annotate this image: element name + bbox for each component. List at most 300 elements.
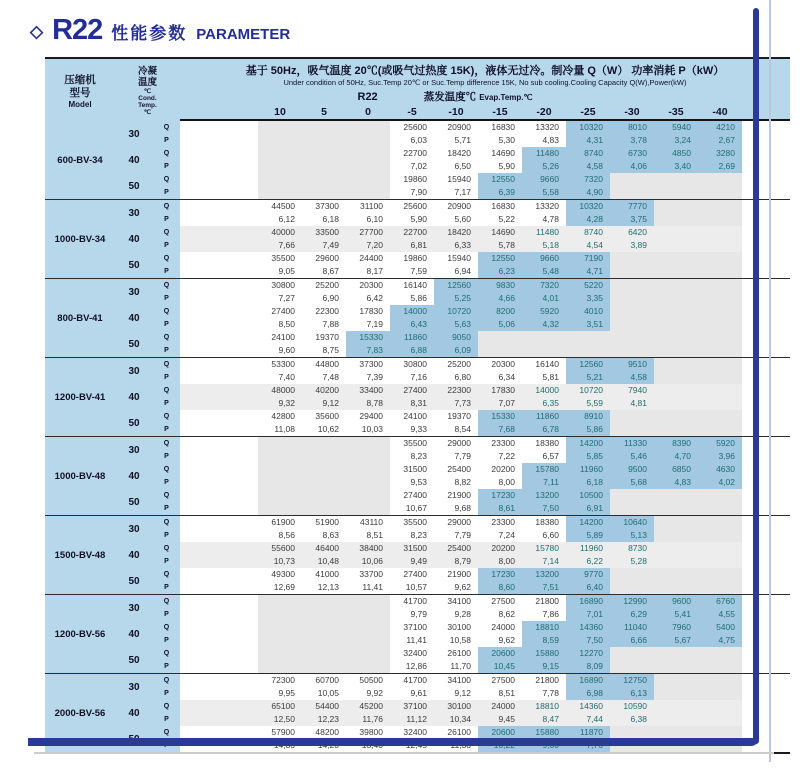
- qp-rows: [153, 674, 790, 700]
- empty-cell: [654, 687, 698, 700]
- evap-temp-tick: -15: [492, 106, 508, 118]
- qp-label: P: [153, 292, 180, 305]
- empty-cell: [346, 186, 390, 199]
- qp-label: Q: [153, 410, 180, 423]
- qp-rows: [153, 305, 790, 331]
- p-value-cell: 7,07: [478, 397, 522, 410]
- p-row: [153, 423, 790, 436]
- row-lead-pad: [180, 595, 258, 608]
- empty-cell: [698, 502, 742, 515]
- model-cell: 1000-BV-48: [45, 437, 115, 515]
- qp-rows: [153, 121, 790, 147]
- p-row: [153, 476, 790, 489]
- empty-cell: [258, 476, 302, 489]
- empty-cell: [654, 292, 698, 305]
- cond-temp-cell: 40: [115, 621, 153, 647]
- evap-temp-tick: -5: [407, 106, 417, 118]
- evap-temp-tick: -25: [580, 106, 596, 118]
- p-row: [153, 713, 790, 726]
- q-value-cell: 11960: [566, 542, 610, 555]
- q-value-cell: 18420: [434, 226, 478, 239]
- empty-cell: [302, 595, 346, 608]
- p-value-cell: 9,95: [278, 688, 295, 698]
- empty-cell: [302, 437, 346, 450]
- q-value-cell: 19860: [403, 253, 427, 263]
- q-value-cell: 54400: [302, 700, 346, 713]
- empty-cell: [654, 279, 698, 292]
- cond-header-line: ℃: [143, 109, 152, 116]
- empty-cell: [698, 384, 742, 397]
- q-value-cell: 13200: [522, 568, 566, 581]
- row-lead-pad: [180, 713, 258, 726]
- empty-cell: [478, 344, 522, 357]
- row-filler: [742, 173, 790, 186]
- p-value-cell: 7,39: [366, 372, 383, 382]
- empty-cell: [654, 384, 698, 397]
- row-filler: [742, 331, 790, 344]
- q-value-cell: 19370: [447, 411, 471, 421]
- empty-cell: [610, 265, 654, 278]
- q-value-cell: 35500: [403, 517, 427, 527]
- p-value-cell: 6,40: [566, 581, 610, 594]
- qp-rows: [153, 463, 790, 489]
- q-value-cell: 29000: [447, 438, 471, 448]
- row-lead-pad: [180, 608, 258, 621]
- q-row: [153, 621, 790, 634]
- empty-cell: [258, 634, 302, 647]
- empty-cell: [610, 581, 654, 594]
- cond-temp-cell: 30: [115, 674, 153, 700]
- p-value-cell: 10,03: [361, 424, 383, 434]
- empty-cell: [258, 647, 302, 660]
- condition-header: [180, 62, 790, 121]
- empty-cell: [302, 147, 346, 160]
- p-value-cell: 5,78: [478, 239, 522, 252]
- p-value-cell: 5,13: [610, 529, 654, 542]
- p-value-cell: 5,28: [610, 555, 654, 568]
- q-value-cell: 38400: [346, 542, 390, 555]
- cond-temp-cell: 40: [115, 384, 153, 410]
- p-value-cell: 4,54: [566, 239, 610, 252]
- q-value-cell: 65100: [258, 700, 302, 713]
- q-value-cell: 9660: [522, 173, 566, 186]
- cond-temp-cell: 30: [115, 516, 153, 542]
- p-value-cell: 9,05: [278, 266, 295, 276]
- p-value-cell: 7,49: [302, 239, 346, 252]
- qp-label: Q: [153, 726, 180, 739]
- row-lead-pad: [180, 397, 258, 410]
- q-value-cell: 14200: [566, 516, 610, 529]
- q-value-cell: 13200: [522, 489, 566, 502]
- p-value-cell: 5,30: [498, 135, 515, 145]
- q-value-cell: 14690: [491, 148, 515, 158]
- cond-temp-pair: [115, 226, 790, 252]
- row-filler: [742, 555, 790, 568]
- q-value-cell: 6420: [610, 226, 654, 239]
- p-value-cell: 4,90: [566, 186, 610, 199]
- row-filler: [742, 252, 790, 265]
- q-row: [153, 331, 790, 344]
- q-value-cell: 15780: [522, 542, 566, 555]
- q-row: [153, 595, 790, 608]
- p-value-cell: 6,10: [366, 214, 383, 224]
- q-value-cell: 20600: [478, 726, 522, 739]
- row-lead-pad: [180, 687, 258, 700]
- q-value-cell: 24100: [271, 332, 295, 342]
- p-value-cell: 4,28: [566, 213, 610, 226]
- q-value-cell: 25600: [403, 201, 427, 211]
- qp-rows: [153, 173, 790, 199]
- cond-temp-cell: 40: [115, 700, 153, 726]
- qp-label: Q: [153, 331, 180, 344]
- cond-temp-pair: [115, 463, 790, 489]
- q-value-cell: 25400: [434, 542, 478, 555]
- empty-cell: [346, 647, 390, 660]
- q-value-cell: 21800: [535, 596, 559, 606]
- qp-label: P: [153, 476, 180, 489]
- p-value-cell: 6,35: [522, 397, 566, 410]
- row-filler: [742, 371, 790, 384]
- model-cell: 600-BV-34: [45, 121, 115, 199]
- q-value-cell: 44800: [315, 359, 339, 369]
- row-filler: [742, 463, 790, 476]
- p-value-cell: 3,75: [610, 213, 654, 226]
- qp-label: Q: [153, 516, 180, 529]
- q-value-cell: 24000: [491, 622, 515, 632]
- p-row: [153, 371, 790, 384]
- p-value-cell: 4,81: [610, 397, 654, 410]
- cond-temp-cell: 40: [115, 542, 153, 568]
- empty-cell: [698, 186, 742, 199]
- p-value-cell: 9,53: [410, 477, 427, 487]
- p-value-cell: 6,88: [390, 344, 434, 357]
- cond-temp-pair: [115, 516, 790, 542]
- q-value-cell: 6730: [610, 147, 654, 160]
- empty-cell: [698, 542, 742, 555]
- model-block: [45, 121, 790, 199]
- qp-label: P: [153, 160, 180, 173]
- p-value-cell: 11,76: [346, 713, 390, 726]
- q-value-cell: 9050: [434, 331, 478, 344]
- row-filler: [742, 160, 790, 173]
- p-value-cell: 4,83: [542, 135, 559, 145]
- empty-cell: [654, 186, 698, 199]
- model-header-cn2: 型号: [69, 86, 91, 99]
- cond-header-line: 温度: [137, 76, 157, 88]
- row-lead-pad: [180, 700, 258, 713]
- pair-rows-group: [115, 595, 790, 673]
- p-value-cell: 6,34: [498, 372, 515, 382]
- p-value-cell: 7,68: [478, 423, 522, 436]
- empty-cell: [698, 239, 742, 252]
- empty-cell: [258, 186, 302, 199]
- qp-rows: [153, 621, 790, 647]
- empty-cell: [654, 502, 698, 515]
- empty-cell: [346, 450, 390, 463]
- q-value-cell: 12560: [434, 279, 478, 292]
- q-value-cell: 20900: [447, 122, 471, 132]
- qp-label: Q: [153, 463, 180, 476]
- cond-header-line: ℃: [143, 88, 152, 95]
- qp-label: P: [153, 186, 180, 199]
- row-lead-pad: [180, 371, 258, 384]
- cond-temp-pair: [115, 410, 790, 436]
- row-filler: [742, 529, 790, 542]
- p-value-cell: 5,90: [498, 161, 515, 171]
- q-value-cell: 51900: [315, 517, 339, 527]
- empty-cell: [302, 173, 346, 186]
- p-value-cell: 7,59: [410, 266, 427, 276]
- empty-cell: [698, 173, 742, 186]
- q-value-cell: 72300: [271, 675, 295, 685]
- empty-cell: [346, 660, 390, 673]
- empty-cell: [654, 568, 698, 581]
- row-lead-pad: [180, 226, 258, 239]
- row-filler: [742, 239, 790, 252]
- model-block: [45, 278, 790, 357]
- qp-label: Q: [153, 542, 180, 555]
- cond-temp-cell: 40: [115, 147, 153, 173]
- p-value-cell: 6,42: [366, 293, 383, 303]
- p-value-cell: 5,71: [454, 135, 471, 145]
- empty-cell: [654, 660, 698, 673]
- q-value-cell: 42800: [271, 411, 295, 421]
- q-value-cell: 4850: [654, 147, 698, 160]
- qp-label: P: [153, 529, 180, 542]
- qp-rows: [153, 147, 790, 173]
- p-value-cell: 8,00: [478, 555, 522, 568]
- evap-temp-tick: -35: [668, 106, 684, 118]
- q-value-cell: 4010: [566, 305, 610, 318]
- p-value-cell: 7,14: [522, 555, 566, 568]
- empty-cell: [698, 318, 742, 331]
- q-row: [153, 384, 790, 397]
- empty-cell: [654, 423, 698, 436]
- p-value-cell: 7,02: [410, 161, 427, 171]
- row-lead-pad: [180, 134, 258, 147]
- p-value-cell: 6,60: [542, 530, 559, 540]
- empty-cell: [258, 621, 302, 634]
- q-value-cell: 16830: [491, 201, 515, 211]
- q-row: [153, 305, 790, 318]
- qp-label: P: [153, 318, 180, 331]
- q-value-cell: 17230: [478, 568, 522, 581]
- row-filler: [742, 423, 790, 436]
- p-value-cell: 8,09: [566, 660, 610, 673]
- q-value-cell: 19370: [315, 332, 339, 342]
- row-lead-pad: [180, 318, 258, 331]
- p-value-cell: 9,62: [454, 582, 471, 592]
- q-value-cell: 7770: [610, 200, 654, 213]
- p-value-cell: 6,94: [454, 266, 471, 276]
- p-value-cell: 8,82: [454, 477, 471, 487]
- p-value-cell: 7,73: [434, 397, 478, 410]
- q-value-cell: 41000: [315, 569, 339, 579]
- row-filler: [742, 226, 790, 239]
- row-lead-pad: [180, 239, 258, 252]
- row-lead-pad: [180, 450, 258, 463]
- row-filler: [742, 200, 790, 213]
- q-value-cell: 15880: [522, 647, 566, 660]
- empty-cell: [346, 134, 390, 147]
- q-value-cell: 5220: [566, 279, 610, 292]
- empty-cell: [566, 344, 610, 357]
- row-lead-pad: [180, 660, 258, 673]
- row-lead-pad: [180, 305, 258, 318]
- q-value-cell: 15330: [478, 410, 522, 423]
- p-value-cell: 8,54: [454, 424, 471, 434]
- qp-rows: [153, 700, 790, 726]
- q-value-cell: 25200: [447, 359, 471, 369]
- empty-cell: [610, 410, 654, 423]
- row-filler: [742, 476, 790, 489]
- p-value-cell: 3,40: [654, 160, 698, 173]
- q-value-cell: 9600: [654, 595, 698, 608]
- q-value-cell: 15940: [447, 253, 471, 263]
- q-value-cell: 13320: [535, 201, 559, 211]
- empty-cell: [302, 647, 346, 660]
- qp-label: Q: [153, 647, 180, 660]
- qp-label: Q: [153, 621, 180, 634]
- q-value-cell: 23300: [491, 517, 515, 527]
- q-value-cell: 48200: [315, 727, 339, 737]
- empty-cell: [698, 226, 742, 239]
- row-filler: [742, 581, 790, 594]
- row-lead-pad: [180, 186, 258, 199]
- pair-rows-group: [115, 437, 790, 515]
- row-filler: [742, 318, 790, 331]
- row-lead-pad: [180, 423, 258, 436]
- q-value-cell: 43110: [359, 517, 383, 527]
- p-value-cell: 5,86: [410, 293, 427, 303]
- empty-cell: [478, 331, 522, 344]
- qp-rows: [153, 226, 790, 252]
- row-lead-pad: [180, 358, 258, 371]
- empty-cell: [302, 476, 346, 489]
- p-row: [153, 186, 790, 199]
- row-lead-pad: [180, 502, 258, 515]
- p-value-cell: 12,23: [302, 713, 346, 726]
- qp-label: Q: [153, 173, 180, 186]
- q-value-cell: 22700: [403, 148, 427, 158]
- q-value-cell: 12560: [566, 358, 610, 371]
- cond-temp-pair: [115, 647, 790, 673]
- q-value-cell: 60700: [315, 675, 339, 685]
- q-value-cell: 10720: [434, 305, 478, 318]
- empty-cell: [654, 555, 698, 568]
- q-value-cell: 27700: [346, 226, 390, 239]
- model-block: [45, 594, 790, 673]
- table-header: [45, 59, 790, 121]
- row-filler: [742, 621, 790, 634]
- p-value-cell: 9,33: [410, 424, 427, 434]
- empty-cell: [698, 516, 742, 529]
- row-lead-pad: [180, 516, 258, 529]
- q-value-cell: 14000: [390, 305, 434, 318]
- row-filler: [742, 213, 790, 226]
- q-row: [153, 226, 790, 239]
- q-value-cell: 27500: [491, 675, 515, 685]
- cond-temp-cell: 30: [115, 358, 153, 384]
- row-filler: [742, 516, 790, 529]
- p-value-cell: 9,32: [258, 397, 302, 410]
- empty-cell: [654, 239, 698, 252]
- q-value-cell: 14360: [566, 700, 610, 713]
- refrigerant-label: R22: [357, 91, 378, 103]
- p-row: [153, 213, 790, 226]
- p-value-cell: 8,59: [522, 634, 566, 647]
- empty-cell: [258, 134, 302, 147]
- cond-temp-pair: [115, 331, 790, 357]
- row-lead-pad: [180, 147, 258, 160]
- p-value-cell: 3,96: [698, 450, 742, 463]
- empty-cell: [698, 713, 742, 726]
- evap-temp-label-en: Evap.Temp.℃: [479, 93, 533, 102]
- p-value-cell: 12,69: [273, 582, 295, 592]
- q-row: [153, 700, 790, 713]
- empty-cell: [610, 186, 654, 199]
- q-value-cell: 9510: [610, 358, 654, 371]
- row-lead-pad: [180, 542, 258, 555]
- p-value-cell: 9,15: [522, 660, 566, 673]
- empty-cell: [302, 489, 346, 502]
- row-filler: [742, 489, 790, 502]
- q-value-cell: 10640: [610, 516, 654, 529]
- p-row: [153, 265, 790, 278]
- p-value-cell: 9,49: [390, 555, 434, 568]
- empty-cell: [698, 305, 742, 318]
- row-lead-pad: [180, 621, 258, 634]
- model-cell: 800-BV-41: [45, 279, 115, 357]
- empty-cell: [258, 437, 302, 450]
- q-value-cell: 27500: [491, 596, 515, 606]
- q-value-cell: 23300: [491, 438, 515, 448]
- empty-cell: [258, 147, 302, 160]
- qp-label: P: [153, 660, 180, 673]
- q-value-cell: 27400: [403, 569, 427, 579]
- empty-cell: [698, 200, 742, 213]
- q-value-cell: 31500: [403, 464, 427, 474]
- p-value-cell: 4,70: [654, 450, 698, 463]
- row-filler: [742, 437, 790, 450]
- qp-rows: [153, 437, 790, 463]
- empty-cell: [302, 608, 346, 621]
- empty-cell: [654, 358, 698, 371]
- row-filler: [742, 700, 790, 713]
- q-value-cell: 48000: [258, 384, 302, 397]
- p-value-cell: 2,69: [698, 160, 742, 173]
- q-value-cell: 22300: [434, 384, 478, 397]
- qp-rows: [153, 595, 790, 621]
- q-value-cell: 29400: [359, 411, 383, 421]
- q-value-cell: 25600: [403, 122, 427, 132]
- q-value-cell: 40200: [302, 384, 346, 397]
- q-row: [153, 516, 790, 529]
- q-value-cell: 18420: [447, 148, 471, 158]
- p-value-cell: 6,09: [434, 344, 478, 357]
- qp-label: Q: [153, 595, 180, 608]
- row-lead-pad: [180, 331, 258, 344]
- p-value-cell: 5,89: [566, 529, 610, 542]
- q-value-cell: 10320: [566, 121, 610, 134]
- row-lead-pad: [180, 529, 258, 542]
- q-value-cell: 11480: [522, 147, 566, 160]
- p-row: [153, 397, 790, 410]
- qp-rows: [153, 542, 790, 568]
- model-header-cn1: 压缩机: [64, 73, 96, 86]
- model-cell: 1200-BV-41: [45, 358, 115, 436]
- empty-cell: [654, 305, 698, 318]
